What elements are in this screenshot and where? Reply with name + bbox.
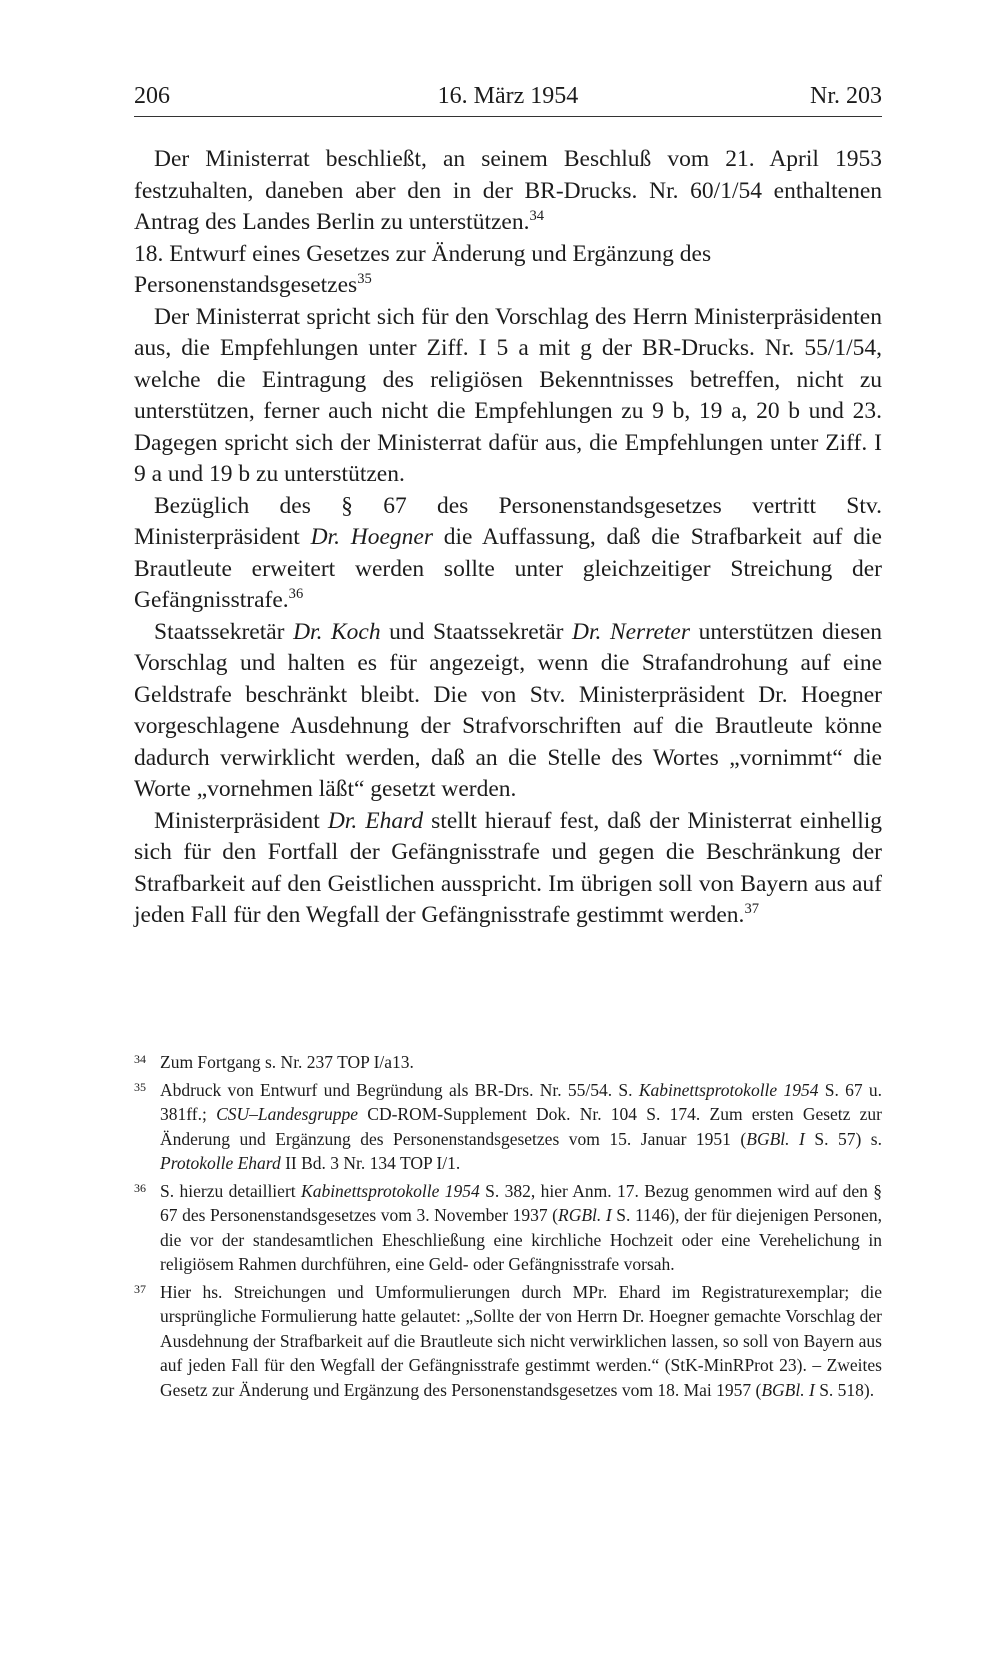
citation-title: BGBl. I xyxy=(746,1128,805,1149)
citation-title: Kabinettsprotokolle 1954 xyxy=(638,1079,819,1100)
agenda-item-18-heading xyxy=(134,239,882,302)
footnote-text: S. 518). xyxy=(814,1379,875,1400)
footnote-36 xyxy=(134,1179,882,1277)
protocol-number: Nr. 203 xyxy=(810,83,882,109)
footnote-text: S. 382, hier Anm. 17. Bezug genommen wird auf den § 67 des Personenstandsgesetzes vom 3. November 1937 ( xyxy=(160,1180,882,1225)
paragraph-text: und Staatssekretär xyxy=(380,618,573,645)
paragraph-text: Bezüglich des § 67 des Personenstandsgesetzes vertritt Stv. Ministerpräsident xyxy=(134,492,882,550)
paragraph-koch-nerreter xyxy=(134,617,882,806)
citation-title: Kabinettsprotokolle 1954 xyxy=(301,1180,480,1201)
main-text xyxy=(134,144,882,932)
footnote-text: S. 1146), der für diejenigen Personen, die vor der standesamtlichen Eheschließung eine kirchliche Hochzeit oder eine Verehelichung in religiösem Rahmen durchführen, eine Geld- oder Gefängnisstrafe vorsah. xyxy=(160,1205,882,1274)
footnote-ref-36: 36 xyxy=(288,586,304,603)
footnote-number: 34 xyxy=(134,1052,146,1066)
citation-title: Protokolle Ehard xyxy=(160,1153,281,1173)
heading-text: 18. Entwurf eines Gesetzes zur Änderung und Ergänzung des Personenstandsgesetzes xyxy=(134,240,712,298)
paragraph-text: Der Ministerrat spricht sich für den Vorschlag des Herrn Ministerpräsidenten aus, die Empfehlungen unter Ziff. I 5 a mit g der BR-Drucks. Nr. 55/1/54, welche die Eintragung des religiösen Bekenntnisses betreffen, nicht zu unterstützen, ferner auch nicht die Empfehlungen zu 9 b, 19 a, 20 b und 23. Dagegen spricht sich der Ministerrat dafür aus, die Empfehlungen unter Ziff. I 9 a und 19 b zu unterstützen. xyxy=(134,303,882,487)
footnote-number: 36 xyxy=(134,1180,146,1195)
header-date: 16. März 1954 xyxy=(437,83,579,109)
paragraph-text: die Auffassung, daß die Strafbarkeit auf die Brautleute erweitert werden sollte unter gleichzeitiger Streichung der Gefängnisstrafe. xyxy=(134,524,882,613)
paragraph-resolution-berlin xyxy=(134,144,882,239)
page-number: 206 xyxy=(134,83,170,109)
citation-title: RGBl. I xyxy=(558,1205,612,1225)
citation-title: BGBl. I xyxy=(761,1379,815,1400)
paragraph-text: Ministerpräsident xyxy=(154,807,328,834)
footnote-text: S. 57) s. xyxy=(804,1128,882,1149)
footnote-ref-37: 37 xyxy=(744,901,759,918)
paragraph-hoegner xyxy=(134,491,882,617)
paragraph-text: stellt hierauf fest, daß der Ministerrat einhellig sich für den Fortfall der Gefängnisstrafe und gegen die Beschränkung der Strafbarkeit auf den Geistlichen ausspricht. Im übrigen soll von Bayern aus auf jeden Fall für den Wegfall der Gefängnisstrafe gestimmt werden. xyxy=(134,807,883,928)
footnote-ref-35: 35 xyxy=(357,271,372,288)
paragraph-recommendations xyxy=(134,302,882,491)
footnote-34 xyxy=(134,1050,882,1075)
footnote-text: Zum Fortgang s. Nr. 237 TOP I/a13. xyxy=(160,1052,414,1072)
footnote-37 xyxy=(134,1280,882,1403)
footnotes xyxy=(134,1050,882,1405)
person-name: Dr. Hoegner xyxy=(310,524,433,550)
footnote-text: S. hierzu detailliert xyxy=(160,1180,302,1201)
footnote-35 xyxy=(134,1078,882,1176)
footnote-number: 37 xyxy=(134,1281,146,1296)
paragraph-text: Staatssekretär xyxy=(154,618,294,645)
paragraph-text: Der Ministerrat beschließt, an seinem Beschluß vom 21. April 1953 festzuhalten, daneben aber den in der BR-Drucks. Nr. 60/1/54 enthaltenen Antrag des Landes Berlin zu unterstützen. xyxy=(134,146,882,235)
footnote-number: 35 xyxy=(134,1079,146,1094)
footnote-text: S. 67 u. 381ff.; xyxy=(160,1079,883,1124)
paragraph-text: unterstützen diesen Vorschlag und halten es für angezeigt, wenn die Strafandrohung auf eine Geldstrafe beschränkt bleibt. Die von Stv. Ministerpräsident Dr. Hoegner vorgeschlagene Ausdehnung der Strafvorschriften auf die Brautleute könne dadurch verwirklicht werden, daß an die Stelle des Wortes „vornimmt“ die Worte „vornehmen läßt“ gesetzt werden. xyxy=(134,618,882,802)
page-header xyxy=(134,80,882,117)
citation-title: CSU–Landesgruppe xyxy=(216,1104,359,1124)
footnote-ref-34: 34 xyxy=(529,208,545,225)
footnote-text: II Bd. 3 Nr. 134 TOP I/1. xyxy=(280,1153,461,1173)
person-name: Dr. Nerreter xyxy=(572,618,691,645)
person-name: Dr. Koch xyxy=(293,618,381,645)
footnote-text: Hier hs. Streichungen und Umformulierungen durch MPr. Ehard im Registraturexemplar; die ursprüngliche Formulierung hatte gelautet: „Sollte der von Herrn Dr. Hoegner gemachte Vorschlag der Ausdehnung der Strafbarkeit auf die Brautleute sich nicht verwirklichen lassen, so soll von Bayern aus auf jeden Fall für den Wegfall der Gefängnisstrafe gestimmt werden.“ (StK-MinRProt 23). – Zweites Gesetz zur Änderung und Ergänzung des Personenstandsgesetzes vom 18. Mai 1957 ( xyxy=(160,1281,882,1400)
person-name: Dr. Ehard xyxy=(327,807,424,834)
paragraph-ehard xyxy=(134,806,882,932)
footnote-text: Abdruck von Entwurf und Begründung als BR-Drs. Nr. 55/54. S. xyxy=(160,1079,639,1100)
footnote-text: CD-ROM-Supplement Dok. Nr. 104 S. 174. Zum ersten Gesetz zur Änderung und Ergänzung des Personenstandsgesetzes vom 15. Januar 1951 ( xyxy=(160,1104,883,1149)
